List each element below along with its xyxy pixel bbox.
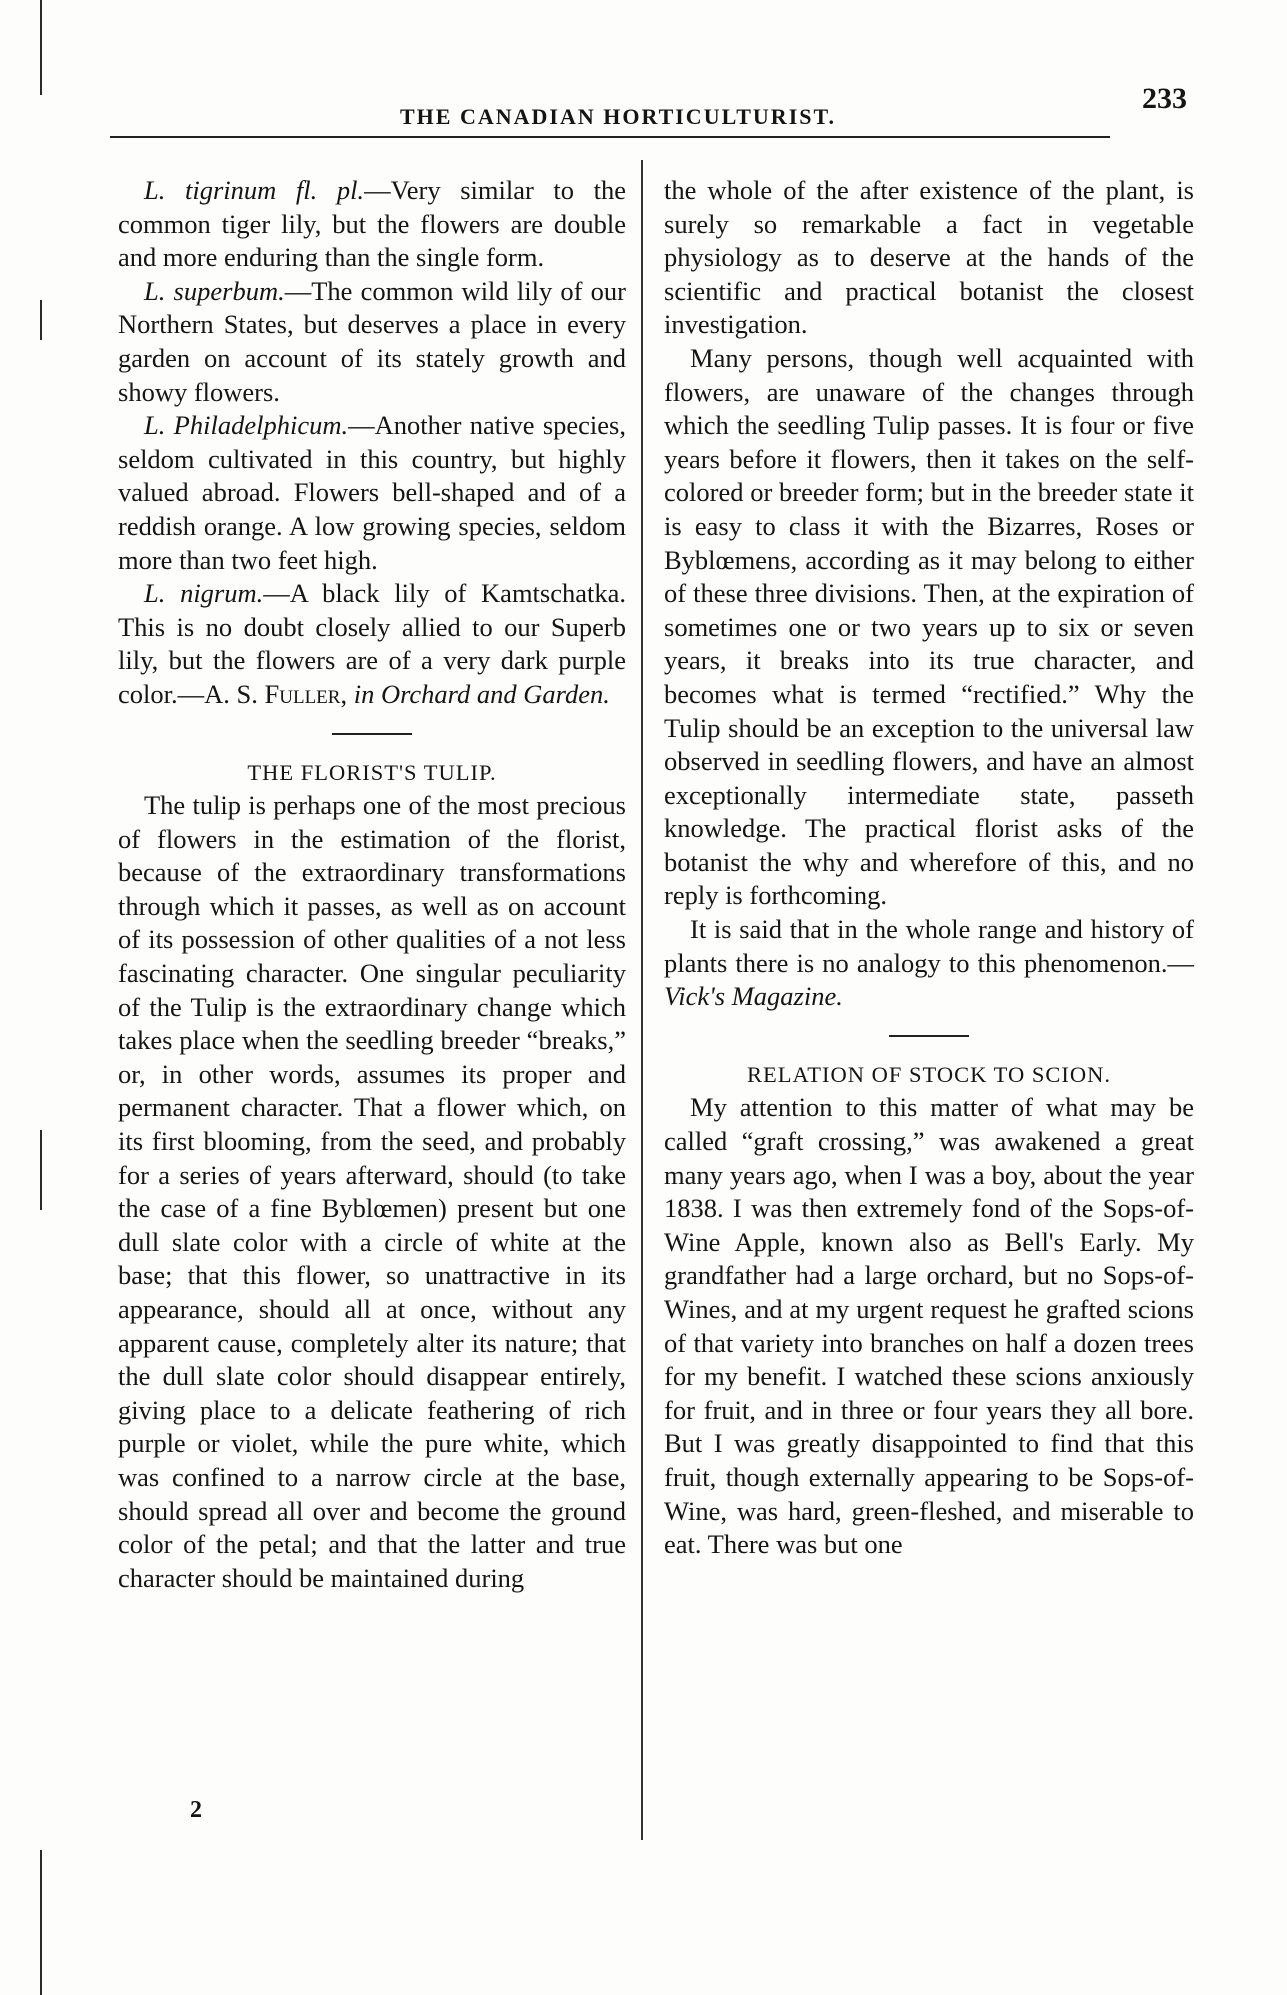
source-citation: in Orchard and Garden. <box>353 678 610 709</box>
article-title-tulip: THE FLORIST'S TULIP. <box>247 759 497 785</box>
binding-edge-mark <box>40 1850 42 1995</box>
right-column <box>664 174 1194 1562</box>
species-name: L. Philadelphicum. <box>144 410 349 441</box>
header-rule <box>110 136 1110 138</box>
section-separator <box>118 712 626 756</box>
left-column <box>118 174 626 1595</box>
species-description: —The common wild lily of our Northern States, but deserves a place in every garden on account of its stately growth and showy flowers. <box>118 275 626 407</box>
author-name: Fuller <box>264 678 341 709</box>
paragraph-closing <box>664 913 1194 1014</box>
species-description: —Very similar to the common tiger lily, but the flowers are double and more enduring than the single form. <box>118 175 626 273</box>
lily-entry <box>118 577 626 711</box>
species-name: L. nigrum. <box>144 578 264 609</box>
signature-mark: 2 <box>190 1797 202 1823</box>
article-body-tulip: The tulip is perhaps one of the most precious of flowers in the estimation of the florist, because of the extraordinary transformations through which it passes, as well as on account of its possession of other qualities of a not less fascinating character. One singular peculiarity of the Tulip is the extraordinary change which takes place when the seedling breeder “breaks,” or, in other words, assumes its proper and permanent character. That a flower which, on its first blooming, from the seed, and probably for a series of years afterward, should (to take the case of a fine Byblœmen) present but one dull slate color with a circle of white at the base; that this flower, so unattractive in its appearance, should all at once, without any apparent cause, completely alter its nature; that the dull slate color should disappear entirely, giving place to a delicate feathering of rich purple or violet, while the pure white, which was confined to a narrow circle at the base, should spread all over and become the ground color of the petal; and that the latter and true character should be maintained during <box>118 790 626 1593</box>
page-header <box>100 82 1200 129</box>
paragraph: Many persons, though well acquainted with flowers, are unaware of the changes through which the seedling Tulip passes. It is four or five years before it flowers, then it takes on the self-colored or breeder form; but in the breeder state it is easy to class it with the Bizarres, Roses or Byblœmens, according as it may belong to either of these three divisions. Then, at the expiration of sometimes one or two years up to six or seven years, it breaks into its true character, and becomes what is termed “rectified.” Why the Tulip should be an exception to the universal law observed in seedling flowers, and have an almost exceptionally intermediate state, passeth knowledge. The practical florist asks of the botanist the why and wherefore of this, and no reply is forthcoming. <box>664 342 1194 911</box>
running-title: THE CANADIAN HORTICULTURIST. <box>400 104 837 129</box>
section-separator <box>664 1014 1194 1058</box>
species-name: L. tigrinum fl. pl. <box>144 175 365 205</box>
citation-separator: , <box>340 678 354 709</box>
species-description: —A black lily of Kamtschatka. This is no doubt closely allied to our Superb lily, but the flowers are of a very dark purple color.—A. S. <box>118 578 627 709</box>
binding-edge-mark <box>40 0 42 95</box>
lily-entry <box>118 275 626 409</box>
article-title-stock-scion: RELATION OF STOCK TO SCION. <box>747 1061 1111 1087</box>
article-body-stock-scion: My attention to this matter of what may be called “graft crossing,” was awakened a great many years ago, when I was a boy, about the year 1838. I was then extremely fond of the Sops-of-Wine Apple, known also as Bell's Early. My grandfather had a large orchard, but no Sops-of-Wines, and at my urgent request he grafted scions of that variety into branches on half a dozen trees for my benefit. I watched these scions anxiously for fruit, and in three or four years they all bore. But I was greatly disappointed to find that this fruit, though externally appearing to be Sops-of-Wine, was hard, green-fleshed, and miserable to eat. There was but one <box>664 1092 1194 1560</box>
binding-edge-mark <box>40 300 42 340</box>
paragraph-text: It is said that in the whole range and history of plants there is no analogy to this phenomenon.— <box>664 914 1194 978</box>
species-description: —Another native species, seldom cultivated in this country, but highly valued abroad. Flowers bell-shaped and of a reddish orange. A low growing species, seldom more than two feet high. <box>118 410 626 575</box>
page-number: 233 <box>1142 82 1187 115</box>
column-divider <box>641 160 643 1840</box>
paragraph-continued: the whole of the after existence of the plant, is surely so remarkable a fact in vegetable physiology as to deserve at the hands of the scientific and practical botanist the closest investigation. <box>664 175 1194 340</box>
lily-entry <box>118 174 626 275</box>
source-citation: Vick's Magazine. <box>664 981 843 1012</box>
binding-edge-mark <box>40 1130 42 1210</box>
species-name: L. superbum. <box>144 275 285 306</box>
lily-entry <box>118 409 626 577</box>
